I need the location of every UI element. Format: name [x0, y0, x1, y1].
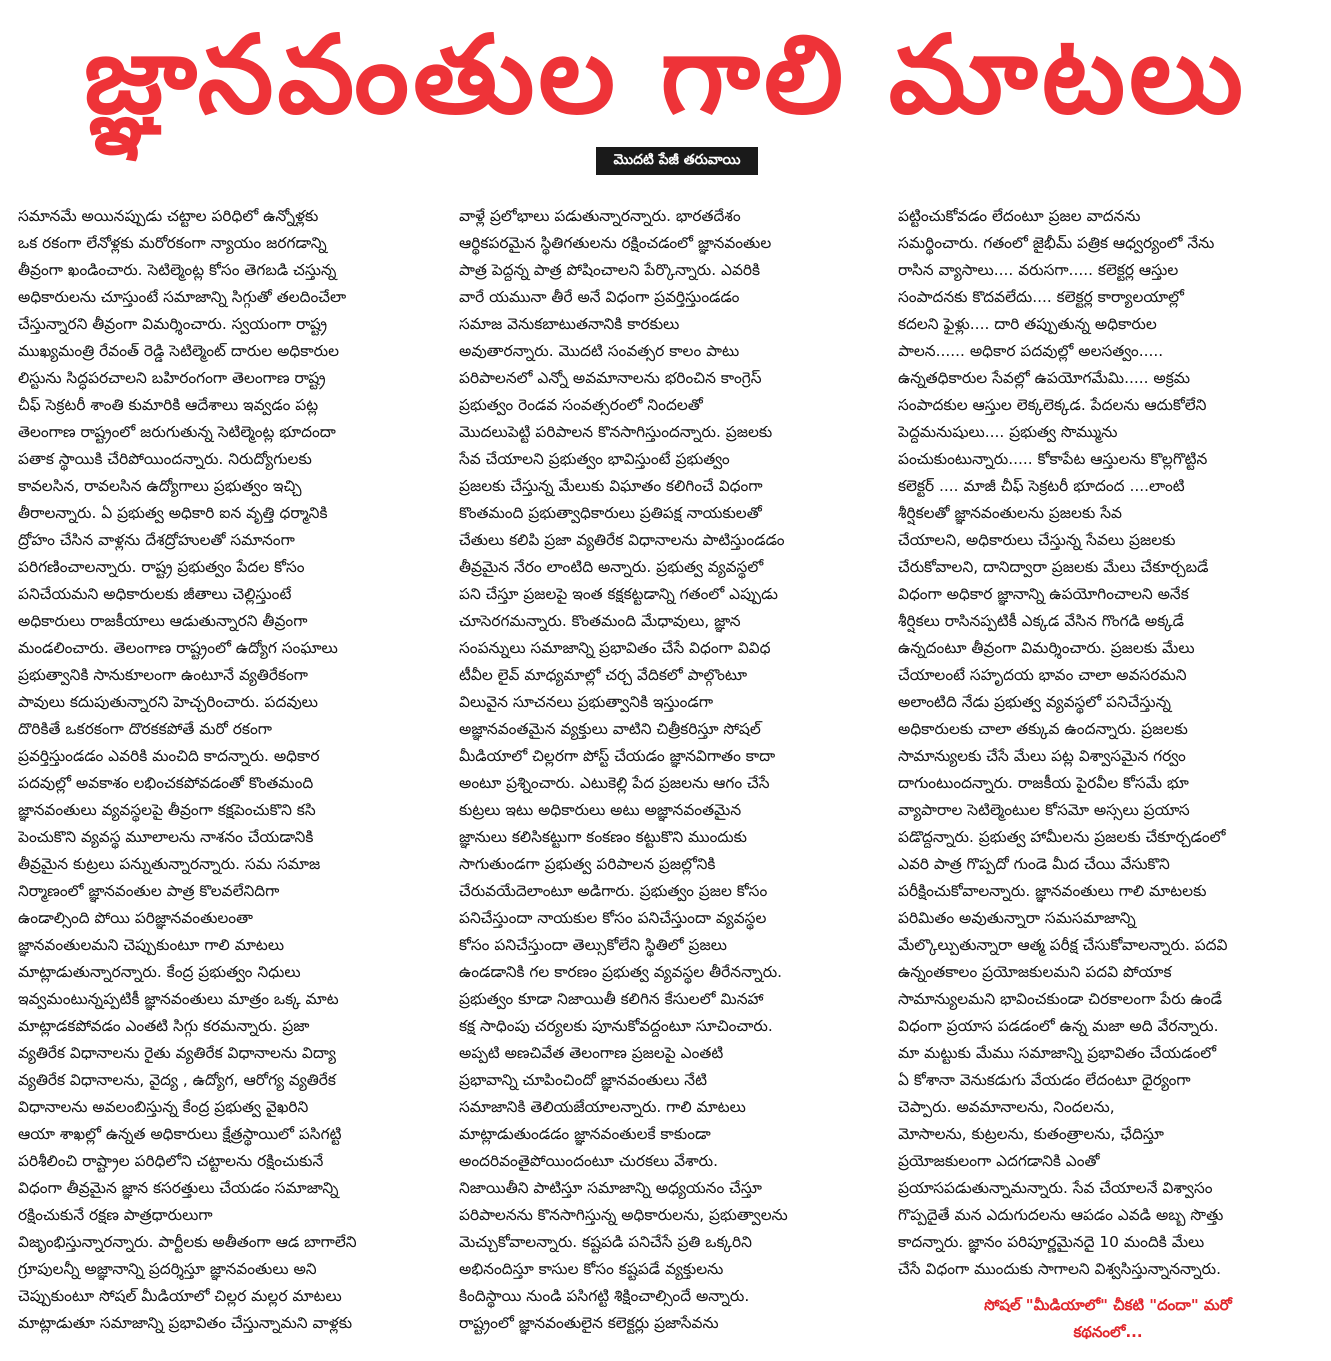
article-line: కలెక్టర్ .... మాజీ చీఫ్ సెక్రటరీ భూదంద ....లాంటి [898, 477, 1185, 495]
article-line: జ్ఞానవంతులు వ్యవస్థలపై తీవ్రంగా కక్షపెంచుకొని కసి [18, 801, 316, 819]
article-column-3 [898, 203, 1318, 1353]
article-line: ఆర్థికపరమైన స్థితిగతులను రక్షించడంలో జ్ఞానవంతుల [459, 234, 772, 252]
article-line: ఉన్నదంటూ తీవ్రంగా విమర్శించారు. ప్రజలకు మేలు [898, 639, 1195, 657]
article-line: పట్టించుకోవడం లేదంటూ ప్రజల వాదనను [898, 207, 1141, 225]
article-line: సమర్థించారు. గతంలో జైభీమ్ పత్రిక ఆధ్వర్యంలో నేను [898, 234, 1215, 252]
article-line: వ్యతిరేక విధానాలను, వైద్య , ఉద్యోగ, ఆరోగ్య వ్యతిరేక [18, 1071, 336, 1089]
article-line: విధంగా ప్రయాస పడడంలో ఉన్న మజా అది వేరన్నారు. [898, 1017, 1219, 1035]
article-line: పాత్ర పెద్దన్న పాత్ర పోషించాలని పేర్కొన్నారు. ఎవరికి [459, 261, 761, 279]
continuation-note [898, 1292, 1318, 1346]
article-line: మాట్లాడుతూ సమాజాన్ని ప్రభావితం చేస్తున్నామని వాళ్లకు [18, 1314, 353, 1332]
article-line: కక్ష సాధింపు చర్యలకు పూనుకోవద్దంటూ సూచించారు. [459, 1017, 773, 1035]
article-line: తీరాలన్నారు. ఏ ప్రభుత్వ అధికారి ఐన వృత్తి ధర్మానికి [18, 504, 328, 522]
article-line: మా మట్టుకు మేము సమాజాన్ని ప్రభావితం చేయడంలో [898, 1044, 1217, 1062]
article-line: తీవ్రమైన నేరం లాంటిది అన్నారు. ప్రభుత్వ వ్యవస్థలో [459, 558, 764, 576]
article-line: కావలసిన, రావలసిన ఉద్యోగాలు ప్రభుత్వం ఇచ్చి [18, 477, 302, 495]
article-line: అవుతారన్నారు. మొదటి సంవత్సర కాలం పాటు [459, 342, 740, 360]
article-line: ప్రజలకు చేస్తున్న మేలుకు విఘాతం కలిగించే విధంగా [459, 477, 763, 495]
article-line: రాసిన వ్యాసాలు.... వరుసగా..... కలెక్టర్ల ఆస్తుల [898, 261, 1179, 279]
article-line: సంపన్నులు సమాజాన్ని ప్రభావితం చేసే విధంగా వివిధ [459, 639, 771, 657]
article-line: అప్పటి అణచివేత తెలంగాణ ప్రజలపై ఎంతటి [459, 1044, 724, 1062]
article-line: వ్యతిరేక విధానాలను రైతు వ్యతిరేక విధానాలను విద్యా [18, 1044, 336, 1062]
article-line: ఎవరి పాత్ర గొప్పదో గుండె మీద చేయి వేసుకొని [898, 855, 1170, 873]
article-line: చేయాలంటే సహృదయ భావం చాలా అవసరమని [898, 666, 1187, 684]
article-line: ఒక రకంగా లేనోళ్లకు మరోరకంగా న్యాయం జరగడాన్ని [18, 234, 327, 252]
article-line: ఉన్నంతకాలం ప్రయోజకులమని పదవి పోయాక [898, 963, 1172, 981]
continuation-line-1: సోషల్ "మీడియాలో" చీకటి "దందా" మరో [984, 1296, 1232, 1314]
article-line: ప్రభావాన్ని చూపించిందో జ్ఞానవంతులు నేటి [459, 1071, 707, 1089]
article-line: అధికారులకు చాలా తక్కువ ఉందన్నారు. ప్రజలకు [898, 720, 1188, 738]
article-line: రాష్ట్రంలో జ్ఞానవంతులైన కలెక్టర్లు ప్రజాసేవను [459, 1314, 719, 1332]
article-line: సమానమే అయినప్పుడు చట్టాల పరిధిలో ఉన్నోళ్లకు [18, 207, 319, 225]
article-line: చెప్పుకుంటూ సోషల్ మీడియాలో చిల్లర మల్లర మాటలు [18, 1287, 342, 1305]
article-line: సమాజానికి తెలియజేయాలన్నారు. గాలి మాటలు [459, 1098, 746, 1116]
article-line: తెలంగాణ రాష్ట్రంలో జరుగుతున్న సెటిల్మెంట్ల భూదందా [18, 423, 336, 441]
article-line: కదలని ఫైళ్లు.... దారి తప్పుతున్న అధికారుల [898, 315, 1157, 333]
article-line: కాదన్నారు. జ్ఞానం పరిపూర్ణమైనదై 10 మందికి మేలు [898, 1233, 1205, 1251]
article-line: చూసెరగమన్నారు. కొంతమంది మేధావులు, జ్ఞాన [459, 612, 741, 630]
article-line: చెప్పారు. అవమానాలను, నిందలను, [898, 1098, 1115, 1116]
article-line: సామాన్యులమని భావించకుండా చిరకాలంగా పేరు ఉండే [898, 990, 1223, 1008]
article-line: సంపాదనకు కొదవలేదు.... కలెక్టర్ల కార్యాలయాల్లో [898, 288, 1184, 306]
article-line: పనిచేయమని అధికారులకు జీతాలు చెల్లిస్తుంటే [18, 585, 292, 603]
article-line: చేరువయేదెలాంటూ అడిగారు. ప్రభుత్వం ప్రజల కోసం [459, 882, 768, 900]
article-line: పెంచుకొని వ్యవస్థ మూలాలను నాశనం చేయడానికి [18, 828, 314, 846]
article-line: గ్రూపులన్నీ అజ్ఞానాన్ని ప్రదర్శిస్తూ జ్ఞానవంతులు అని [18, 1260, 317, 1278]
article-line: పతాక స్థాయికి చేరిపోయిందన్నారు. నిరుద్యోగులకు [18, 450, 312, 468]
headline: జ్ఞానవంతుల గాలి మాటలు [83, 13, 1248, 138]
article-column-1 [18, 203, 438, 1353]
continuation-line-2: కథనంలో... [1073, 1323, 1143, 1341]
article-line: పంచుకుంటున్నారు..... కోకాపేట ఆస్తులను కొల్లగొట్టిన [898, 450, 1208, 468]
article-line: వ్యాపారాల సెటిల్మెంటుల కోసమో అస్సలు ప్రయాస [898, 801, 1190, 819]
article-line: పనిచేస్తుందా నాయకుల కోసం పనిచేస్తుందా వ్యవస్థల [459, 909, 767, 927]
article-line: మండలించారు. తెలంగాణ రాష్ట్రంలో ఉద్యోగ సంఘాలు [18, 639, 338, 657]
article-line: శీర్షికలు రాసినప్పటికీ ఎక్కడ వేసిన గొంగడి అక్కడే [898, 612, 1185, 630]
article-line: టీవీల లైవ్ మాధ్యమాల్లో చర్చ వేదికలో పాల్గొంటూ [459, 666, 748, 684]
article-line: పరిగణించాలన్నారు. రాష్ట్ర ప్రభుత్వం పేదల కోసం [18, 558, 305, 576]
article-line: కోసం పనిచేస్తుందా తెల్సుకోలేని స్థితిలో ప్రజలు [459, 936, 727, 954]
article-line: పెద్దమనుషులు.... ప్రభుత్వ సొమ్మును [898, 423, 1118, 441]
article-line: నిజాయితీని పాటిస్తూ సమాజాన్ని అధ్యయనం చేస్తూ [459, 1179, 762, 1197]
article-line: పరిపాలనలో ఎన్నో అవమానాలను భరించిన కాంగ్రెస్ [459, 369, 762, 387]
article-line: లిస్టును సిద్ధపరచాలని బహిరంగంగా తెలంగాణ రాష్ట్ర [18, 369, 326, 387]
article-line: ద్రోహం చేసిన వాళ్లను దేశద్రోహులతో సమానంగా [18, 531, 295, 549]
article-line: జ్ఞానులు కలిసికట్టుగా కంకణం కట్టుకొని ముందుకు [459, 828, 747, 846]
article-line: వాళ్లే ప్రలోభాలు పడుతున్నారన్నారు. భారతదేశం [459, 207, 741, 225]
article-line: అధికారులను చూస్తుంటే సమాజాన్ని సిగ్గుతో తలదించేలా [18, 288, 347, 306]
article-line: చేస్తున్నారని తీవ్రంగా విమర్శించారు. స్వయంగా రాష్ట్ర [18, 315, 328, 333]
article-line: కుట్రలు ఇటు అధికారులు అటు అజ్ఞానవంతమైన [459, 801, 742, 819]
continued-from-page-label: మొదటి పేజీ తరువాయి [596, 147, 758, 175]
article-line: మేల్కొల్పుతున్నారా ఆత్మ పరీక్ష చేసుకోవాలన్నారు. పదవి [898, 936, 1228, 954]
article-line: అలాంటిది నేడు ప్రభుత్వ వ్యవస్థలో పనిచేస్తున్న [898, 693, 1172, 711]
article-line: విధంగా తీవ్రమైన జ్ఞాన కసరత్తులు చేయడం సమాజాన్ని [18, 1179, 339, 1197]
article-line: ఉన్నతధికారుల సేవల్లో ఉపయోగమేమి..... అక్రమ [898, 369, 1191, 387]
article-line: ముఖ్యమంత్రి రేవంత్ రెడ్డి సెటిల్మెంట్ దారుల అధికారుల [18, 342, 339, 360]
article-line: చేయాలని, అధికారులు చేస్తున్న సేవలు ప్రజలకు [898, 531, 1176, 549]
article-line: అధికారులు రాజకీయాలు ఆడుతున్నారని తీవ్రంగా [18, 612, 308, 630]
article-line: గొప్పదైతే మన ఎదుగుదలను ఆపడం ఎవడి అబ్బ సొత్తు [898, 1206, 1224, 1224]
article-line: ప్రభుత్వం కూడా నిజాయితీ కలిగిన కేసులలో మినహా [459, 990, 764, 1008]
article-line: ఏ కోశానా వెనుకడుగు వేయడం లేదంటూ ధైర్యంగా [898, 1071, 1191, 1089]
article-line: రక్షించుకునే రక్షణ పాత్రధారులుగా [18, 1206, 213, 1224]
article-line: సమాజ వెనుకబాటుతనానికి కారకులు [459, 315, 680, 333]
article-line: మోసాలను, కుట్రలను, కుతంత్రాలను, ఛేదిస్తూ [898, 1125, 1164, 1143]
article-line: మాట్లాడుతున్నారన్నారు. కేంద్ర ప్రభుత్వం నిధులు [18, 963, 301, 981]
article-line: సేవ చేయాలని ప్రభుత్వం భావిస్తుంటే ప్రభుత్వం [459, 450, 730, 468]
article-line: వారే యమునా తీరే అనే విధంగా ప్రవర్తిస్తుండడం [459, 288, 740, 306]
article-line: చేసే విధంగా ముందుకు సాగాలని విశ్వసిస్తున్నానన్నారు. [898, 1260, 1221, 1278]
article-line: పరిశీలించి రాష్ట్రాల పరిధిలోని చట్టాలను రక్షించుకునే [18, 1152, 324, 1170]
article-line: సామాన్యులకు చేసే మేలు పట్ల విశ్వాసమైన గర్వం [898, 747, 1186, 765]
article-line: శీర్షికలతో జ్ఞానవంతులను ప్రజలకు సేవ [898, 504, 1122, 522]
article-line: నిర్మాణంలో జ్ఞానవంతుల పాత్ర కొలవలేనిదిగా [18, 882, 280, 900]
article-line: మీడియాలో చిల్లరగా పోస్ట్ చేయడం జ్ఞానవిగాతం కాదా [459, 747, 776, 765]
article-line: మొదలుపెట్టి పరిపాలన కొనసాగిస్తుందన్నారు. ప్రజలకు [459, 423, 773, 441]
article-line: పాలన...... అధికార పదవుల్లో అలసత్వం..... [898, 342, 1164, 360]
article-line: కిందిస్థాయి నుండి పసిగట్టి శిక్షించాల్సిందే అన్నారు. [459, 1287, 750, 1305]
article-line: తీవ్రమైన కుట్రలు పన్నుతున్నారన్నారు. సమ సమాజ [18, 855, 321, 873]
article-line: జ్ఞానవంతులమని చెప్పుకుంటూ గాలి మాటలు [18, 936, 285, 954]
article-line: సాగుతుండగా ప్రభుత్వ పరిపాలన ప్రజల్లోనికి [459, 855, 716, 873]
article-line: విధంగా అధికార జ్ఞానాన్ని ఉపయోగించాలని అనేక [898, 585, 1189, 603]
article-line: పరీక్షించుకోవాలన్నారు. జ్ఞానవంతులు గాలి మాటలకు [898, 882, 1207, 900]
article-line: ఆయా శాఖల్లో ఉన్నత అధికారులు క్షేత్రస్థాయిలో పసిగట్టి [18, 1125, 342, 1143]
article-line: పదవుల్లో అవకాశం లభించకపోవడంతో కొంతమంది [18, 774, 314, 792]
article-line: పరిపాలనను కొనసాగిస్తున్న అధికారులను, ప్రభుత్వాలను [459, 1206, 788, 1224]
article-line: ప్రయాసపడుతున్నామన్నారు. సేవ చేయాలనే విశ్వాసం [898, 1179, 1213, 1197]
article-line: అందరివంతైపోయిందంటూ చురకలు వేశారు. [459, 1152, 718, 1170]
article-line: ఇవ్వమంటున్నప్పటికీ జ్ఞానవంతులు మాత్రం ఒక్క మాట [18, 990, 339, 1008]
article-line: పావులు కదుపుతున్నారని హెచ్చరించారు. పదవులు [18, 693, 318, 711]
article-line: సంపాదకుల ఆస్తుల లెక్కలెక్కడ. పేదలను ఆదుకోలేని [898, 396, 1207, 414]
article-line: అభినందిస్తూ కాసుల కోసం కష్టపడే వ్యక్తులను [459, 1260, 724, 1278]
article-line: పడొద్దన్నారు. ప్రభుత్వ హామీలను ప్రజలకు చేకూర్చడంలో [898, 828, 1226, 846]
article-line: ఉండడానికి గల కారణం ప్రభుత్వ వ్యవస్థల తీరేనన్నారు. [459, 963, 783, 981]
article-line: మాట్లాడకపోవడం ఎంతటి సిగ్గు కరమన్నారు. ప్రజా [18, 1017, 310, 1035]
article-line: దొరికితే ఒకరకంగా దొరకకపోతే మరో రకంగా [18, 720, 272, 738]
article-line: చేతులు కలిపి ప్రజా వ్యతిరేక విధానాలను పాటిస్తుండడం [459, 531, 785, 549]
article-column-2 [459, 203, 879, 1353]
article-line: అజ్ఞానవంతమైన వ్యక్తులు వాటిని చిత్రీకరిస్తూ సోషల్ [459, 720, 761, 738]
article-line: మెచ్చుకోవాలన్నారు. కష్టపడి పనిచేసే ప్రతి ఒక్కరిని [459, 1233, 752, 1251]
article-line: ప్రభుత్వం రెండవ సంవత్సరంలో నిందలతో [459, 396, 703, 414]
article-line: ప్రవర్తిస్తుండడం ఎవరికి మంచిది కాదన్నారు. అధికార [18, 747, 320, 765]
article-line: పని చేస్తూ ప్రజలపై ఇంత కక్షకట్టడాన్ని గతంలో ఎప్పుడు [459, 585, 778, 603]
article-line: దాగుంటుందన్నారు. రాజకీయ పైరవీల కోసమే భూ [898, 774, 1189, 792]
article-line: విలువైన సూచనలు ప్రభుత్వానికి ఇస్తుండగా [459, 693, 714, 711]
article-line: మాట్లాడుతుండడం జ్ఞానవంతులకే కాకుండా [459, 1125, 711, 1143]
article-line: విధానాలను అవలంబిస్తున్న కేంద్ర ప్రభుత్వ వైఖరిని [18, 1098, 309, 1116]
article-line: ప్రయోజకులంగా ఎదగడానికి ఎంతో [898, 1152, 1100, 1170]
article-line: ఉండాల్సింది పోయి పరిజ్ఞానవంతులంతా [18, 909, 253, 927]
article-line: చీఫ్ సెక్రటరీ శాంతి కుమారికి ఆదేశాలు ఇవ్వడం పట్ల [18, 396, 319, 414]
article-line: కొంతమంది ప్రభుత్వాధికారులు ప్రతిపక్ష నాయకులతో [459, 504, 762, 522]
article-line: అంటూ ప్రశ్నించారు. ఎటుకెల్లి పేద ప్రజలను ఆగం చేసే [459, 774, 770, 792]
article-line: పరిమితం అవుతున్నారా సమసమాజాన్ని [898, 909, 1136, 927]
article-line: ప్రభుత్వానికి సానుకూలంగా ఉంటూనే వ్యతిరేకంగా [18, 666, 308, 684]
article-line: విజృంభిస్తున్నారన్నారు. పార్టీలకు అతీతంగా ఆడ బాగాలేని [18, 1233, 357, 1251]
article-line: తీవ్రంగా ఖండించారు. సెటిల్మెంట్ల కోసం తెగబడి చస్తున్న [18, 261, 337, 279]
article-line: చేరుకోవాలని, దానిద్వారా ప్రజలకు మేలు చేకూర్చబడే [898, 558, 1209, 576]
